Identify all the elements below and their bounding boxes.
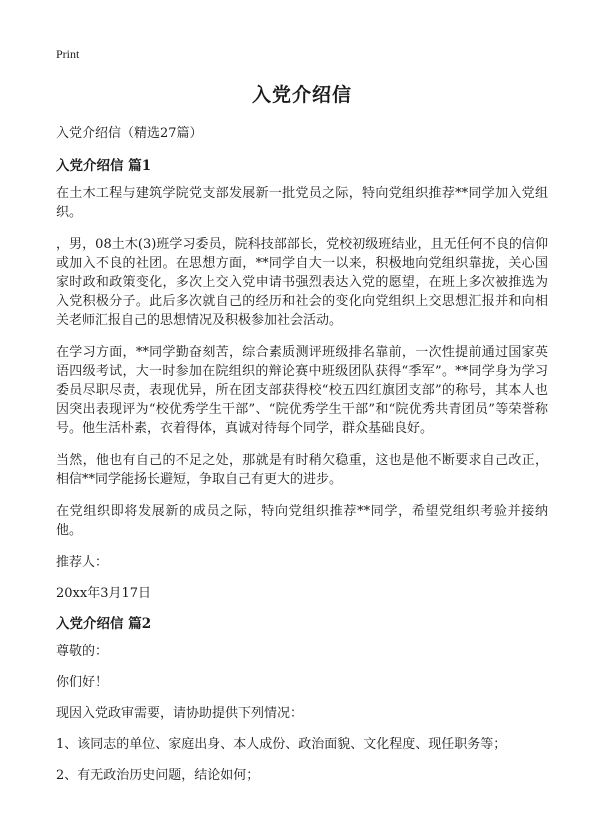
- paragraph: 现因入党政审需要，请协助提供下列情况：: [56, 706, 304, 721]
- paragraph: 在党组织即将发展新的成员之际，特向党组织推荐**同学，希望党组织考验并接纳他。: [56, 504, 548, 538]
- list-item: 1、该同志的单位、家庭出身、本人成份、政治面貌、文化程度、现任职务等；: [56, 737, 507, 752]
- greeting: 你们好！: [56, 675, 109, 690]
- document-subtitle: 入党介绍信（精选27篇）: [56, 126, 203, 141]
- section-heading-2: 入党介绍信 篇2: [56, 616, 152, 632]
- section-heading-1: 入党介绍信 篇1: [56, 158, 152, 174]
- date-line: 20xx年3月17日: [56, 586, 152, 601]
- paragraph: 在土木工程与建筑学院党支部发展新一批党员之际，特向党组织推荐**同学加入党组织。: [56, 186, 548, 220]
- recommender-line: 推荐人：: [56, 555, 109, 570]
- print-link[interactable]: Print: [56, 47, 80, 61]
- document-title: 入党介绍信: [251, 84, 352, 106]
- paragraph: ，男，08土木(3)班学习委员，院科技部部长，党校初级班结业，且无任何不良的信仰或加入不良的社团。在思想方面，**同学自大一以来，积极地向党组织靠拢，关心国家时政和政策变化，多次上交入党申请书强烈表达入党的愿望，在班上多次被推选为入党积极分子。此后多次就自己的经历和社会的变化向党组织上交思想汇报并和向相关老师汇报自己的思想情况及积极参加社会活动。: [56, 237, 548, 328]
- paragraph: 在学习方面，**同学勤奋刻苦，综合素质测评班级排名靠前，一次性提前通过国家英语四级考试，大一时参加在院组织的辩论赛中班级团队获得“季军”。**同学身为学习委员尽职尽责，表现优异，所在团支部获得校“校五四红旗团支部”的称号，其本人也因突出表现评为“校优秀学生干部”、“院优秀学生干部”和“院优秀共青团员”等荣誉称号。他生活朴素，衣着得体，真诚对待每个同学，群众基础良好。: [56, 345, 548, 436]
- salutation: 尊敬的：: [56, 644, 109, 659]
- list-item: 2、有无政治历史问题，结论如何；: [56, 768, 260, 783]
- paragraph: 当然，他也有自己的不足之处，那就是有时稍欠稳重，这也是他不断要求自己改正，相信**同学能扬长避短，争取自己有更大的进步。: [56, 453, 548, 487]
